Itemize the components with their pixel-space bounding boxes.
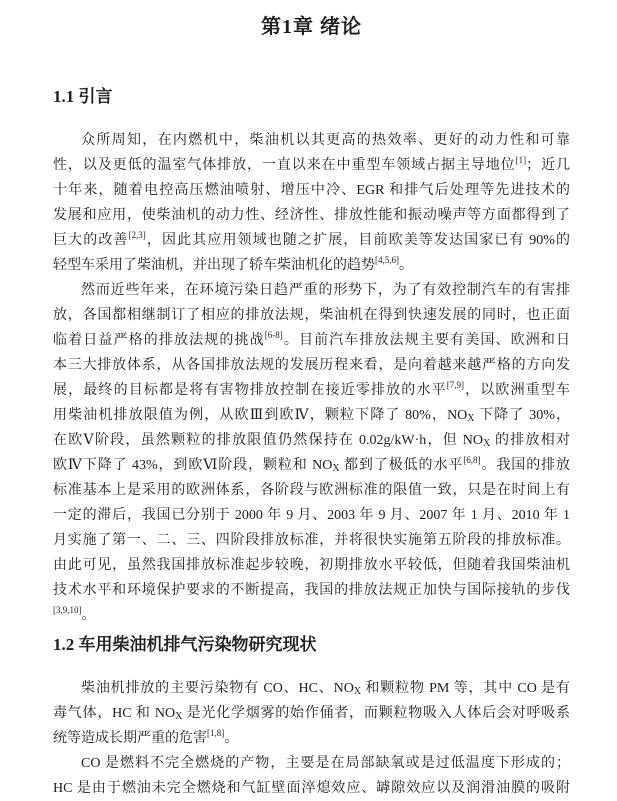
text-line: 性，以及更低的温室气体排放，一直以来在中重型车领域占据主导地位[1]；近几 (53, 155, 571, 173)
text-line: 柴油机排放的主要污染物有 CO、HC、NOX 和颗粒物 PM 等，其中 CO 是有 (81, 681, 570, 697)
paragraph (53, 676, 570, 751)
chapter-title: 第1章 绪论 (261, 16, 362, 38)
citation-superscript: [4,5,6] (375, 255, 399, 265)
text-line: 技术水平和环境保护要求的不断提高，我国的排放法规正加快与国际接轨的步伐 (53, 583, 570, 598)
text-line: 一定的滞后，我国已分别于 2000 年 9 月、2003 年 9 月、2007 年 1 月、2010 年 1 (53, 508, 570, 523)
text-line: 统等造成长期严重的危害[1,8]。 (53, 728, 239, 746)
text-line: 临着日益严格的排放法规的挑战[6-8]。目前汽车排放法规主要有美国、欧洲和日 (53, 330, 571, 348)
text-line: 巨大的改善[2,3]，因此其应用领域也随之扩展，目前欧美等发达国家已有 90%的 (53, 230, 570, 248)
text-line: 月实施了第一、二、三、四阶段排放标准，并将很快实施第五阶段的排放标准。 (53, 533, 570, 548)
text-line: 标准基本上是采用的欧洲体系，各阶段与欧洲标准的限值一致，只是在时间上有 (53, 483, 570, 498)
text-line: 由此可见，虽然我国排放标准起步较晚，初期排放水平较低，但随着我国柴油机 (53, 558, 570, 573)
section-1-1: 1.1 引言 (53, 87, 113, 106)
chemical-subscript: X (175, 711, 183, 722)
citation-superscript: [1,8] (207, 728, 225, 738)
text-line: 轻型车采用了柴油机，并出现了轿车柴油机化的趋势[4,5,6]。 (53, 255, 413, 273)
text-line: 欧Ⅳ下降了 43%，到欧Ⅵ阶段，颗粒和 NOX 都到了极低的水平[6,8]。我国的排放 (53, 455, 571, 474)
citation-superscript: [3,9,10] (53, 605, 82, 615)
citation-superscript: [2,3] (128, 230, 146, 240)
citation-superscript: [6,8] (463, 455, 481, 465)
text-line: [3,9,10]。 (53, 605, 96, 623)
section-1-2: 1.2 车用柴油机排气污染物研究现状 (53, 635, 317, 654)
text-line: HC 是由于燃油未完全燃烧和气缸壁面淬熄效应、罅隙效应以及润滑油膜的吸附 (53, 781, 570, 796)
text-line: 众所周知，在内燃机中，柴油机以其更高的热效率、更好的动力性和可靠 (81, 133, 570, 148)
citation-superscript: [7,9] (446, 380, 464, 390)
text-line: 放，各国都相继制订了相应的排放法规，柴油机在得到快速发展的同时，也正面 (53, 308, 570, 323)
document-content (53, 85, 570, 801)
text-line: 发展和应用，使柴油机的动力性、经济性、排放性能和振动噪声等方面都得到了 (53, 208, 570, 223)
text-line: CO 是燃料不完全燃烧的产物，主要是在局部缺氧或是过低温度下形成的； (81, 756, 570, 771)
chemical-subscript: X (332, 463, 340, 474)
text-line: 本三大排放体系，从各国排放法规的发展历程来看，是向着越来越严格的方向发 (53, 358, 570, 373)
text-line: 展，最终的目标都是将有害物排放控制在接近零排放的水平[7,9]，以欧洲重型车 (53, 380, 571, 398)
text-line: 然而近些年来，在环境污染日趋严重的形势下，为了有效控制汽车的有害排 (81, 283, 570, 298)
text-line: 在欧Ⅴ阶段，虽然颗粒的排放限值仍然保持在 0.02g/kW·h，但 NOX 的排放相对 (53, 433, 570, 449)
text-line: 十年来，随着电控高压燃油喷射、增压中冷、EGR 和排气后处理等先进技术的 (53, 183, 570, 198)
citation-superscript: [6-8] (264, 330, 283, 340)
paragraph (53, 278, 570, 628)
chemical-subscript: X (353, 686, 362, 697)
text-line: 用柴油机排放限值为例，从欧Ⅲ到欧Ⅳ，颗粒下降了 80%，NOX 下降了 30%， (53, 408, 570, 424)
paragraph (53, 751, 570, 801)
citation-superscript: [1] (515, 155, 527, 165)
text-line: 毒气体，HC 和 NOX 是光化学烟雾的始作俑者，而颗粒物吸入人体后会对呼吸系 (53, 706, 571, 722)
paragraph (53, 128, 570, 278)
chemical-subscript: X (467, 413, 475, 424)
chemical-subscript: X (482, 438, 491, 449)
